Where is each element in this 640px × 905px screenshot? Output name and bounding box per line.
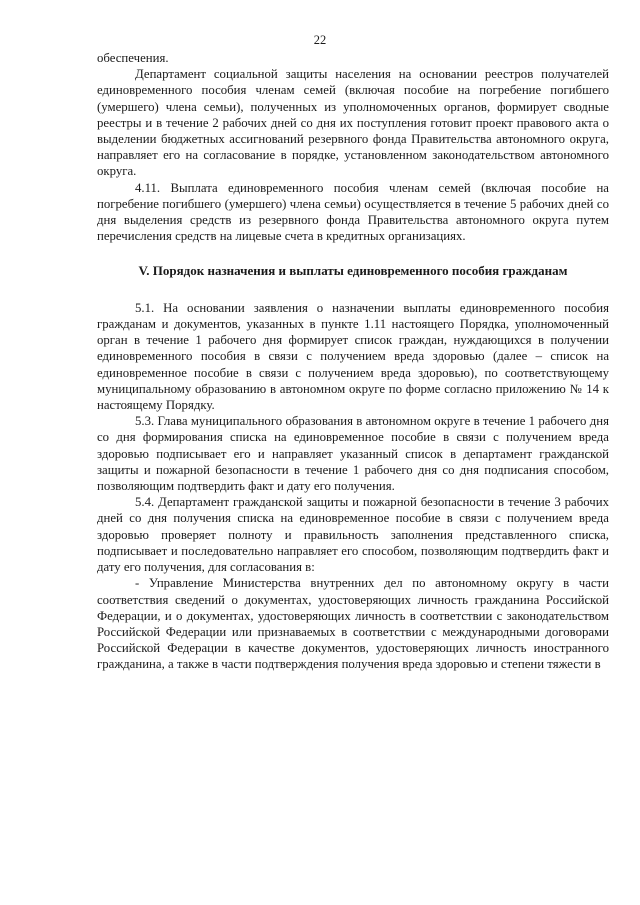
paragraph-5-4-mvd: - Управление Министерства внутренних дел по автономному округу в части соответствия сведений о документах, удостоверяющих личность гражданина Российской Федерации, и о документах, удостоверяющих личность в соответствии с законодательством Российской Федерации или признаваемых в соответствии с международными договорами Российской Федерации в качестве документов, удостоверяющих личность иностранного гражданина, а также в части подтверждения получения вреда здоровью и степени тяжести в xyxy=(97,576,609,672)
paragraph-department-social: Департамент социальной защиты населения на основании реестров получателей единовременного пособия членам семей (включая пособие на погребение погибшего (умершего) члена семьи), полученных из уполномоченных органов, формирует сводные реестры и в течение 2 рабочих дней со дня их поступления готовит проект правового акта о выделении бюджетных ассигнований резервного фонда Правительства автономного округа, направляет его на согласование в порядке, установленном законодательством автономного округа. xyxy=(97,67,609,179)
paragraph-continuation: обеспечения. xyxy=(97,51,169,65)
page-number: 22 xyxy=(313,33,327,47)
paragraph-5-3: 5.3. Глава муниципального образования в автономном округе в течение 1 рабочего дня со дня формирования списка на единовременное пособие в связи с получением вреда здоровью подписывает его и направляет указанный список в департамент гражданской защиты и пожарной безопасности в течение 1 рабочего дня со дня подписания способом, позволяющим подтвердить факт и дату его получения. xyxy=(97,414,609,494)
paragraphs-before xyxy=(97,50,609,244)
paragraphs-after xyxy=(97,300,609,673)
paragraph-5-1: 5.1. На основании заявления о назначении выплаты единовременного пособия гражданам и документов, указанных в пункте 1.11 настоящего Порядка, уполномоченный орган в течение 1 рабочего дня формирует список граждан, нуждающихся в получении единовременного пособия в связи с получением вреда здоровью (далее – список на единовременное пособие в связи с получением вреда здоровью), по соответствующему муниципальному образованию в автономном округе по форме согласно приложению № 14 к настоящему Порядку. xyxy=(97,300,609,413)
paragraph-4-11: 4.11. Выплата единовременного пособия членам семей (включая пособие на погребение погибшего (умершего) члена семьи) осуществляется в течение 5 рабочих дней со дня выделения средств из резервного фонда Правительства автономного округа путем перечисления средств на лицевые счета в кредитных организациях. xyxy=(97,180,609,244)
section-heading: V. Порядок назначения и выплаты единовременного пособия гражданам xyxy=(138,263,568,279)
document-body xyxy=(97,50,609,673)
paragraph-5-4: 5.4. Департамент гражданской защиты и пожарной безопасности в течение 3 рабочих дней со дня получения списка на единовременное пособие в связи с получением вреда здоровью проверяет полноту и правильность заполнения представленного списка, подписывает и последовательно направляет его способом, позволяющим подтвердить факт и дату его получения, для согласования в: xyxy=(97,495,609,575)
